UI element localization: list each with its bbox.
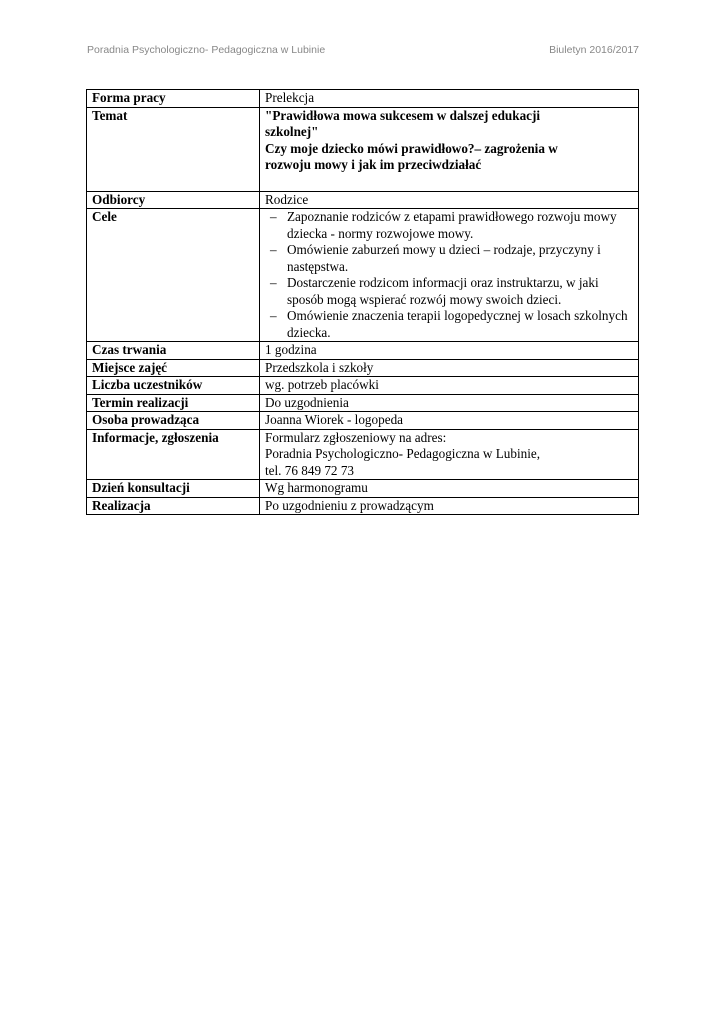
label-forma: Forma pracy [87,90,260,108]
row-dzien [87,480,639,498]
info-table [86,89,639,515]
temat-spacer [265,174,633,191]
list-item: – Omówienie znaczenia terapii logopedycznej w losach szkolnych dziecka. [270,308,628,340]
value-dzien: Wg harmonogramu [260,480,639,498]
list-item: – Omówienie zaburzeń mowy u dzieci – rodzaje, przyczyny i następstwa. [270,242,601,274]
label-temat: Temat [87,107,260,191]
row-osoba [87,412,639,430]
label-liczba: Liczba uczestników [87,377,260,395]
label-osoba: Osoba prowadząca [87,412,260,430]
value-cele [260,209,639,342]
row-forma [87,90,639,108]
value-realizacja: Po uzgodnieniu z prowadzącym [260,497,639,515]
cele-list [265,209,633,341]
label-informacje: Informacje, zgłoszenia [87,429,260,480]
row-realizacja [87,497,639,515]
page-header [87,44,639,56]
informacje-line: Poradnia Psychologiczno- Pedagogiczna w Lubinie, [265,446,541,461]
label-realizacja: Realizacja [87,497,260,515]
value-termin: Do uzgodnienia [260,394,639,412]
label-miejsce: Miejsce zajęć [87,359,260,377]
label-czas: Czas trwania [87,342,260,360]
value-liczba: wg. potrzeb placówki [260,377,639,395]
row-temat [87,107,639,191]
value-informacje [260,429,639,480]
row-czas [87,342,639,360]
row-cele [87,209,639,342]
value-odbiorcy: Rodzice [260,191,639,209]
value-temat [260,107,639,191]
row-miejsce [87,359,639,377]
label-dzien: Dzień konsultacji [87,480,260,498]
value-forma: Prelekcja [260,90,639,108]
dash-icon: – [270,275,277,290]
list-item: – Dostarczenie rodzicom informacji oraz instruktarzu, w jaki sposób mogą wspierać rozwój mowy swoich dzieci. [270,275,599,307]
label-cele: Cele [87,209,260,342]
dash-icon: – [270,308,277,323]
label-odbiorcy: Odbiorcy [87,191,260,209]
informacje-line: Formularz zgłoszeniowy na adres: [265,429,447,445]
list-item: – Zapoznanie rodziców z etapami prawidłowego rozwoju mowy dziecka - normy rozwojowe mowy. [270,209,617,241]
temat-text: "Prawidłowa mowa sukcesem w dalszej edukacji szkolnej" Czy moje dziecko mówi prawidłowo?– zagrożenia w rozwoju mowy i jak im przeciwdziałać [265,107,558,172]
row-termin [87,394,639,412]
informacje-phone: tel. 76 849 72 73 [265,462,355,478]
row-liczba [87,377,639,395]
row-odbiorcy [87,191,639,209]
header-bulletin: Biuletyn 2016/2017 [549,44,639,56]
label-termin: Termin realizacji [87,394,260,412]
value-osoba: Joanna Wiorek - logopeda [260,412,639,430]
dash-icon: – [270,242,277,257]
value-czas: 1 godzina [260,342,639,360]
row-informacje [87,429,639,480]
value-miejsce: Przedszkola i szkoły [260,359,639,377]
header-institution: Poradnia Psychologiczno- Pedagogiczna w Lubinie [87,44,326,56]
dash-icon: – [270,209,277,224]
